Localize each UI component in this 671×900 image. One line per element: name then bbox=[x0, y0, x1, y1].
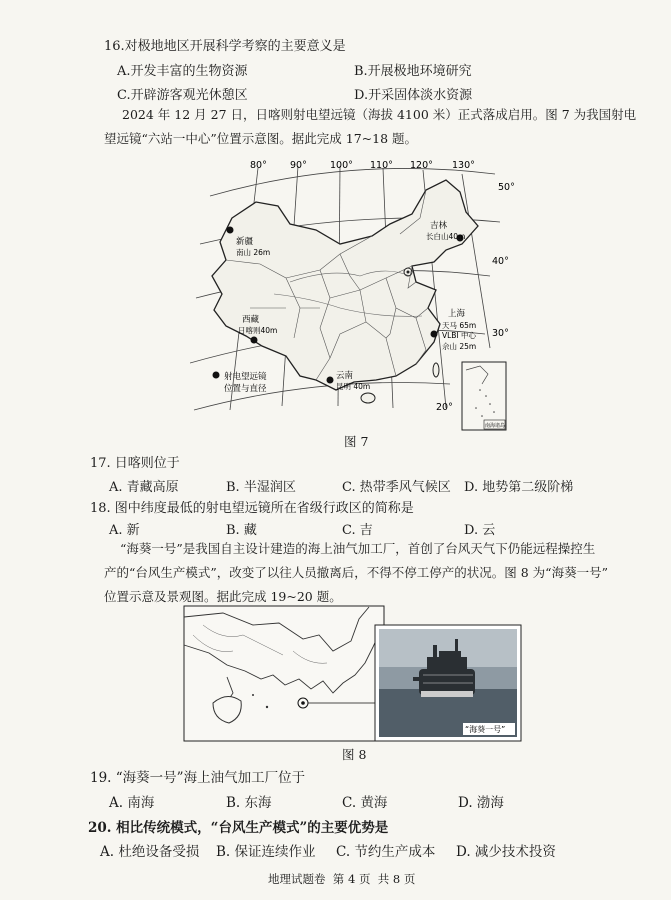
q16-option-c: C.开辟游客观光休憩区 bbox=[117, 88, 248, 103]
page-footer: 地理试题卷 第 4 页 共 8 页 bbox=[268, 872, 416, 886]
lat-label-20: 20° bbox=[436, 402, 453, 413]
q16-option-d: D.开采固体淡水资源 bbox=[354, 88, 473, 103]
lon-label-80: 80° bbox=[250, 160, 267, 171]
legend-line2: 位置与直径 bbox=[224, 384, 267, 394]
figure8-caption: 图 8 bbox=[342, 747, 367, 762]
q16-stem: 16.对极地地区开展科学考察的主要意义是 bbox=[104, 39, 346, 54]
lon-label-130: 130° bbox=[452, 160, 475, 171]
q19-option-a: A. 南海 bbox=[109, 795, 155, 811]
q16-option-a: A.开发丰富的生物资源 bbox=[117, 64, 248, 79]
photo-label: “海葵一号” bbox=[465, 725, 506, 734]
lat-label-50: 50° bbox=[498, 182, 515, 193]
station-jilin-detail: 长白山40m bbox=[426, 232, 466, 241]
station-xinjiang-name: 新疆 bbox=[236, 237, 254, 247]
q19-stem: 19. “海葵一号”海上油气加工厂位于 bbox=[90, 770, 306, 786]
station-xizang-detail: 日喀则40m bbox=[238, 326, 278, 335]
q16-option-b: B.开展极地环境研究 bbox=[354, 64, 472, 79]
lon-label-90: 90° bbox=[290, 160, 307, 171]
figure7-caption: 图 7 bbox=[344, 434, 369, 449]
station-xinjiang-detail: 南山 26m bbox=[236, 248, 271, 257]
q18-option-a: A. 新 bbox=[109, 523, 140, 538]
intro19-line1: “海葵一号”是我国自主设计建造的海上油气加工厂，首创了台风天气下仍能远程操控生 bbox=[120, 541, 596, 556]
legend-line1: 射电望远镜 bbox=[224, 372, 267, 382]
station-shanghai-name: 上海 bbox=[448, 309, 466, 319]
station-shanghai-sheshan: 佘山 25m bbox=[442, 342, 477, 351]
station-xizang-name: 西藏 bbox=[242, 315, 260, 325]
lat-label-30: 30° bbox=[492, 328, 509, 339]
station-shanghai-marker bbox=[431, 331, 438, 338]
q17-option-d: D. 地势第二级阶梯 bbox=[464, 480, 574, 495]
station-yunnan-marker bbox=[327, 377, 334, 384]
station-xinjiang-marker bbox=[227, 227, 234, 234]
station-shanghai-tianma: 天马 65m bbox=[442, 321, 477, 330]
figure8 bbox=[183, 605, 523, 743]
intro19-line3: 位置示意及景观图。据此完成 19~20 题。 bbox=[104, 589, 342, 604]
station-yunnan-detail: 昆明 40m bbox=[336, 382, 371, 391]
intro19-line2: 产的“台风生产模式”，改变了以往人员撤离后，不得不停工停产的状况。图 8 为“海葵一号” bbox=[104, 565, 608, 580]
q17-option-b: B. 半湿润区 bbox=[226, 480, 296, 495]
q20-option-b: B. 保证连续作业 bbox=[216, 844, 316, 860]
lon-label-100: 100° bbox=[330, 160, 353, 171]
q18-stem: 18. 图中纬度最低的射电望远镜所在省级行政区的简称是 bbox=[90, 501, 414, 516]
q20-option-c: C. 节约生产成本 bbox=[336, 844, 436, 860]
figure7-map bbox=[190, 158, 520, 433]
q20-option-a: A. 杜绝设备受损 bbox=[100, 844, 200, 860]
q19-option-d: D. 渤海 bbox=[458, 795, 504, 811]
inset-label: 南海诸岛 bbox=[485, 423, 506, 429]
q18-option-b: B. 藏 bbox=[226, 523, 257, 538]
q18-option-d: D. 云 bbox=[464, 523, 496, 538]
station-shanghai-vlbi: VLBI 中心 bbox=[442, 331, 477, 340]
q20-option-d: D. 减少技术投资 bbox=[456, 844, 556, 860]
lat-label-40: 40° bbox=[492, 256, 509, 267]
intro17-line1: 2024 年 12 月 27 日，日喀则射电望远镜（海拔 4100 米）正式落成启用。图 7 为我国射电 bbox=[122, 107, 637, 122]
lon-label-120: 120° bbox=[410, 160, 433, 171]
lon-label-110: 110° bbox=[370, 160, 393, 171]
q17-option-a: A. 青藏高原 bbox=[109, 480, 179, 495]
intro17-line2: 望远镜“六站一中心”位置示意图。据此完成 17~18 题。 bbox=[104, 131, 418, 146]
q19-option-b: B. 东海 bbox=[226, 795, 272, 811]
q19-option-c: C. 黄海 bbox=[342, 795, 388, 811]
q20-stem: 20. 相比传统模式，“台风生产模式”的主要优势是 bbox=[88, 820, 389, 836]
station-yunnan-name: 云南 bbox=[336, 371, 354, 381]
station-xizang-marker bbox=[251, 337, 258, 344]
q17-stem: 17. 日喀则位于 bbox=[90, 456, 180, 471]
station-jilin-name: 吉林 bbox=[430, 221, 448, 231]
q17-option-c: C. 热带季风气候区 bbox=[342, 480, 451, 495]
legend-marker bbox=[213, 372, 220, 379]
q18-option-c: C. 吉 bbox=[342, 523, 373, 538]
